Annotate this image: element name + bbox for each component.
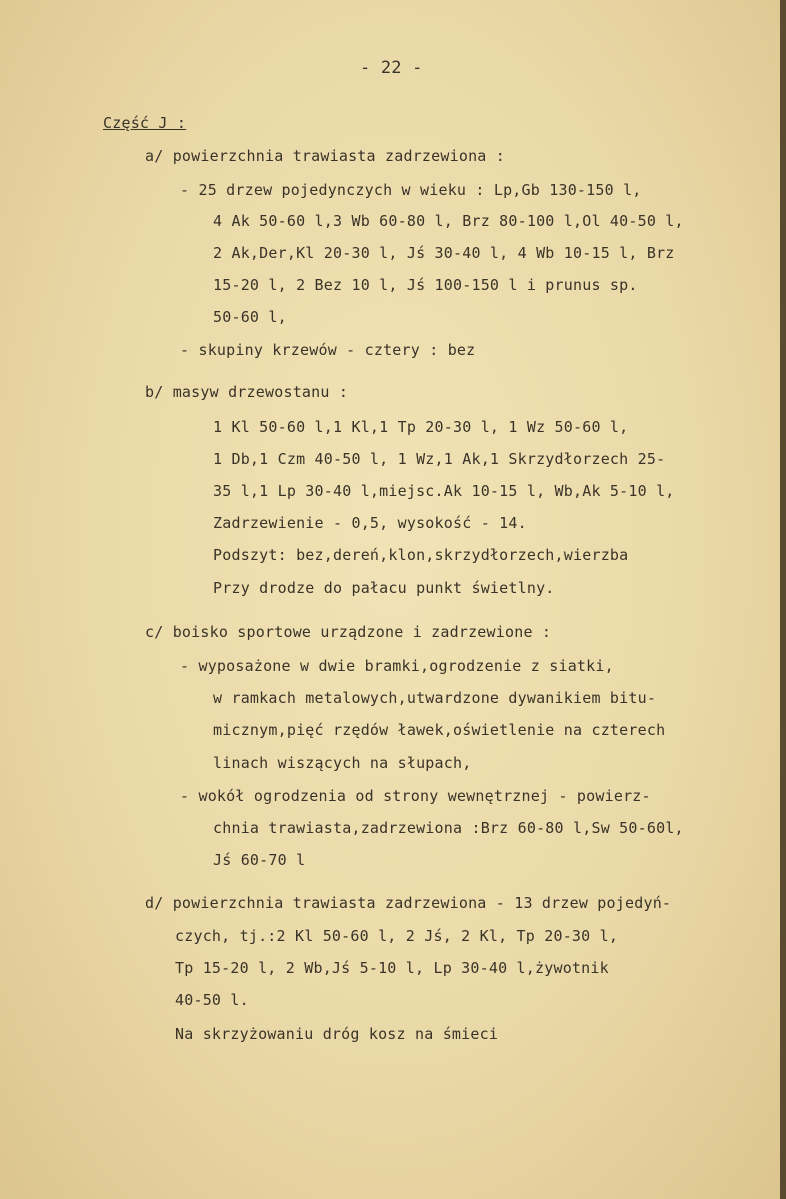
item-b-line-4: Zadrzewienie - 0,5, wysokość - 14. bbox=[213, 514, 527, 532]
item-a-line-6: - skupiny krzewów - cztery : bez bbox=[180, 341, 476, 359]
item-b-title: b/ masyw drzewostanu : bbox=[145, 383, 349, 401]
item-c-title: c/ boisko sportowe urządzone i zadrzewione : bbox=[145, 623, 552, 641]
item-d-title: d/ powierzchnia trawiasta zadrzewiona - 13 drzew pojedyń- bbox=[145, 894, 672, 912]
item-a-title: a/ powierzchnia trawiasta zadrzewiona : bbox=[145, 147, 505, 165]
item-d-line-2: Tp 15-20 l, 2 Wb,Jś 5-10 l, Lp 30-40 l,żywotnik bbox=[175, 959, 609, 977]
item-c-line-3: micznym,pięć rzędów ławek,oświetlenie na czterech bbox=[213, 721, 666, 739]
item-a-line-5: 50-60 l, bbox=[213, 308, 287, 326]
item-c-line-1: - wyposażone w dwie bramki,ogrodzenie z siatki, bbox=[180, 657, 614, 675]
item-b-line-6: Przy drodze do pałacu punkt świetlny. bbox=[213, 579, 555, 597]
closing-note: Na skrzyżowaniu dróg kosz na śmieci bbox=[175, 1025, 499, 1043]
item-c-line-7: Jś 60-70 l bbox=[213, 851, 306, 869]
item-d-line-1: czych, tj.:2 Kl 50-60 l, 2 Jś, 2 Kl, Tp 20-30 l, bbox=[175, 927, 619, 945]
item-b-line-2: 1 Db,1 Czm 40-50 l, 1 Wz,1 Ak,1 Skrzydłorzech 25- bbox=[213, 450, 666, 468]
item-c-line-4: linach wiszących na słupach, bbox=[213, 754, 472, 772]
item-c-line-5: - wokół ogrodzenia od strony wewnętrznej - powierz- bbox=[180, 787, 651, 805]
item-b-line-1: 1 Kl 50-60 l,1 Kl,1 Tp 20-30 l, 1 Wz 50-60 l, bbox=[213, 418, 629, 436]
item-d-line-3: 40-50 l. bbox=[175, 991, 249, 1009]
item-a-line-4: 15-20 l, 2 Bez 10 l, Jś 100-150 l i prunus sp. bbox=[213, 276, 638, 294]
item-a-line-1: - 25 drzew pojedynczych w wieku : Lp,Gb 130-150 l, bbox=[180, 181, 642, 199]
item-a-line-3: 2 Ak,Der,Kl 20-30 l, Jś 30-40 l, 4 Wb 10-15 l, Brz bbox=[213, 244, 675, 262]
item-b-line-3: 35 l,1 Lp 30-40 l,miejsc.Ak 10-15 l, Wb,Ak 5-10 l, bbox=[213, 482, 675, 500]
section-heading: Część J : bbox=[103, 114, 187, 132]
page-edge-shadow bbox=[780, 0, 786, 1199]
item-c-line-6: chnia trawiasta,zadrzewiona :Brz 60-80 l,Sw 50-60l, bbox=[213, 819, 684, 837]
item-b-line-5: Podszyt: bez,dereń,klon,skrzydłorzech,wierzba bbox=[213, 546, 629, 564]
page-number: - 22 - bbox=[360, 58, 423, 78]
item-c-line-2: w ramkach metalowych,utwardzone dywanikiem bitu- bbox=[213, 689, 657, 707]
item-a-line-2: 4 Ak 50-60 l,3 Wb 60-80 l, Brz 80-100 l,Ol 40-50 l, bbox=[213, 212, 684, 230]
